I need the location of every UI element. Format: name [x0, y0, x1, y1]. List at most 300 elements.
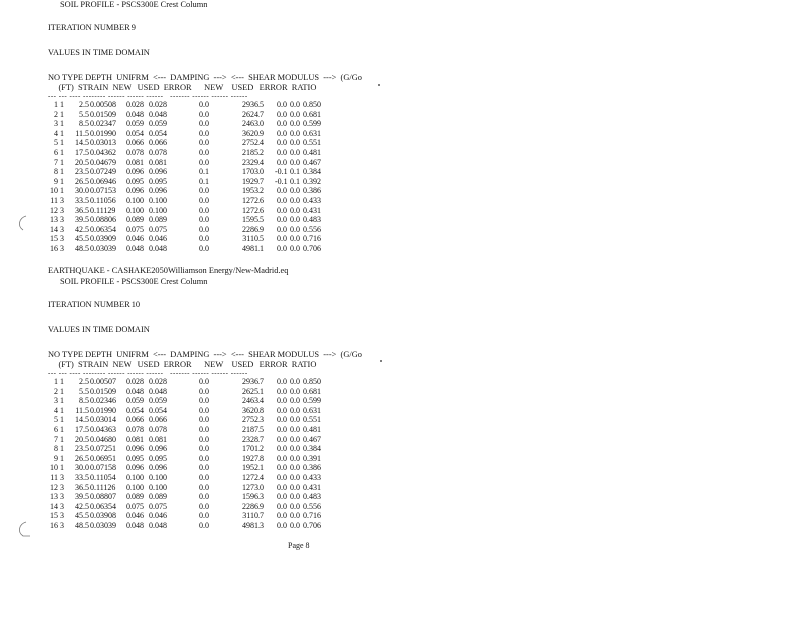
modulus-ratio-cell: 0.631 [303, 405, 321, 415]
modulus-ratio-cell: 0.706 [303, 520, 321, 530]
soil-type-cell: 3 [60, 243, 64, 253]
shear-modulus-used-cell: 0.0 [277, 415, 287, 425]
binder-hole-mark-icon [14, 520, 32, 538]
layer-number-cell: 1 [54, 100, 58, 109]
uniform-strain-cell: 0.08806 [90, 215, 116, 225]
modulus-ratio-cell: 0.551 [303, 138, 321, 148]
table-body [48, 378, 362, 532]
damping-new-cell: 0.046 [126, 511, 144, 521]
soil-type-cell: 1 [60, 386, 64, 396]
depth-ft-cell: 11.5 [75, 405, 89, 415]
damping-used-cell: 0.054 [149, 128, 167, 138]
damping-new-cell: 0.046 [126, 234, 144, 244]
damping-error-cell: 0.0 [199, 453, 209, 463]
shear-modulus-error-cell: 0.0 [290, 138, 300, 148]
uniform-strain-cell: 0.02347 [90, 119, 116, 129]
shear-modulus-used-cell: 0.0 [277, 453, 287, 463]
iteration-block-10 [48, 266, 362, 532]
profile-line: SOIL PROFILE - PSCS300E Crest Column [60, 0, 208, 9]
page-number: Page 8 [288, 541, 310, 550]
damping-error-cell: 0.0 [199, 100, 209, 109]
shear-modulus-used-cell: 0.0 [277, 396, 287, 406]
table-header-row-2: (FT) STRAIN NEW USED ERROR NEW USED ERROR RATIO [48, 83, 317, 92]
shear-modulus-new-cell: 1272.4 [242, 472, 264, 482]
modulus-ratio-cell: 0.431 [303, 205, 321, 215]
shear-modulus-error-cell: 0.0 [290, 119, 300, 129]
shear-modulus-error-cell: 0.0 [290, 377, 300, 386]
soil-type-cell: 1 [60, 167, 64, 177]
damping-new-cell: 0.054 [126, 405, 144, 415]
layer-number-cell: 5 [54, 415, 58, 425]
shear-modulus-used-cell: 0.0 [277, 138, 287, 148]
depth-ft-cell: 48.5 [75, 520, 89, 530]
modulus-ratio-cell: 0.706 [303, 243, 321, 253]
shear-modulus-used-cell: 0.0 [277, 234, 287, 244]
shear-modulus-used-cell: 0.0 [277, 424, 287, 434]
shear-modulus-used-cell: 0.0 [277, 501, 287, 511]
shear-modulus-new-cell: 2463.0 [242, 119, 264, 129]
shear-modulus-used-cell: 0.0 [277, 119, 287, 129]
damping-new-cell: 0.075 [126, 224, 144, 234]
soil-type-cell: 1 [60, 138, 64, 148]
shear-modulus-new-cell: 2625.1 [242, 386, 264, 396]
shear-modulus-new-cell: 1595.5 [242, 215, 264, 225]
iteration-heading: ITERATION NUMBER 10 [48, 300, 141, 309]
damping-new-cell: 0.100 [126, 472, 144, 482]
uniform-strain-cell: 0.11126 [90, 482, 116, 492]
damping-used-cell: 0.046 [149, 234, 167, 244]
table-row [48, 245, 362, 255]
damping-error-cell: 0.1 [199, 176, 209, 186]
damping-new-cell: 0.095 [126, 176, 144, 186]
shear-modulus-new-cell: 2752.3 [242, 415, 264, 425]
depth-ft-cell: 14.5 [75, 415, 89, 425]
layer-number-cell: 3 [54, 396, 58, 406]
damping-used-cell: 0.028 [149, 377, 167, 386]
damping-new-cell: 0.048 [126, 520, 144, 530]
shear-modulus-new-cell: 1703.0 [242, 167, 264, 177]
modulus-ratio-cell: 0.483 [303, 492, 321, 502]
soil-type-cell: 1 [60, 100, 64, 109]
shear-modulus-used-cell: 0.0 [277, 147, 287, 157]
damping-error-cell: 0.0 [199, 405, 209, 415]
uniform-strain-cell: 0.00508 [90, 100, 116, 109]
layer-number-cell: 7 [54, 434, 58, 444]
shear-modulus-new-cell: 1272.6 [242, 195, 264, 205]
depth-ft-cell: 30.0 [75, 463, 89, 473]
depth-ft-cell: 42.5 [75, 224, 89, 234]
shear-modulus-used-cell: 0.0 [277, 511, 287, 521]
modulus-ratio-cell: 0.483 [303, 215, 321, 225]
modulus-ratio-cell: 0.716 [303, 511, 321, 521]
shear-modulus-used-cell: -0.1 [275, 176, 288, 186]
damping-used-cell: 0.100 [149, 472, 167, 482]
shear-modulus-used-cell: 0.0 [277, 195, 287, 205]
soil-type-cell: 3 [60, 482, 64, 492]
damping-new-cell: 0.089 [126, 492, 144, 502]
modulus-ratio-cell: 0.391 [303, 453, 321, 463]
layer-number-cell: 8 [54, 167, 58, 177]
shear-modulus-error-cell: 0.0 [290, 520, 300, 530]
shear-modulus-error-cell: 0.0 [290, 243, 300, 253]
shear-modulus-new-cell: 3110.5 [242, 234, 264, 244]
uniform-strain-cell: 0.07153 [90, 186, 116, 196]
shear-modulus-new-cell: 4981.1 [242, 243, 264, 253]
damping-error-cell: 0.0 [199, 501, 209, 511]
layer-number-cell: 12 [50, 482, 58, 492]
profile-line: SOIL PROFILE - PSCS300E Crest Column [60, 277, 208, 286]
damping-used-cell: 0.048 [149, 243, 167, 253]
damping-error-cell: 0.0 [199, 138, 209, 148]
damping-error-cell: 0.0 [199, 415, 209, 425]
shear-modulus-error-cell: 0.0 [290, 100, 300, 109]
layer-number-cell: 5 [54, 138, 58, 148]
modulus-ratio-cell: 0.599 [303, 396, 321, 406]
soil-type-cell: 3 [60, 205, 64, 215]
damping-new-cell: 0.028 [126, 377, 144, 386]
layer-number-cell: 7 [54, 157, 58, 167]
damping-new-cell: 0.054 [126, 128, 144, 138]
damping-new-cell: 0.100 [126, 482, 144, 492]
soil-type-cell: 3 [60, 234, 64, 244]
modulus-ratio-cell: 0.556 [303, 224, 321, 234]
uniform-strain-cell: 0.07251 [90, 444, 116, 454]
damping-used-cell: 0.096 [149, 463, 167, 473]
damping-error-cell: 0.0 [199, 186, 209, 196]
damping-error-cell: 0.0 [199, 511, 209, 521]
soil-type-cell: 1 [60, 377, 64, 386]
shear-modulus-error-cell: 0.0 [290, 444, 300, 454]
damping-new-cell: 0.048 [126, 243, 144, 253]
uniform-strain-cell: 0.01990 [90, 128, 116, 138]
shear-modulus-error-cell: 0.0 [290, 234, 300, 244]
layer-number-cell: 3 [54, 119, 58, 129]
uniform-strain-cell: 0.03039 [90, 520, 116, 530]
soil-type-cell: 3 [60, 501, 64, 511]
layer-number-cell: 2 [54, 109, 58, 119]
depth-ft-cell: 2.5 [79, 377, 89, 386]
shear-modulus-used-cell: 0.0 [277, 492, 287, 502]
depth-ft-cell: 48.5 [75, 243, 89, 253]
shear-modulus-error-cell: 0.0 [290, 128, 300, 138]
damping-used-cell: 0.081 [149, 157, 167, 167]
shear-modulus-error-cell: 0.0 [290, 186, 300, 196]
shear-modulus-error-cell: 0.1 [290, 176, 300, 186]
damping-used-cell: 0.081 [149, 434, 167, 444]
layer-number-cell: 1 [54, 377, 58, 386]
shear-modulus-error-cell: 0.0 [290, 396, 300, 406]
values-title: VALUES IN TIME DOMAIN [48, 325, 150, 334]
soil-type-cell: 1 [60, 186, 64, 196]
table-header-row-1: NO TYPE DEPTH UNIFRM <--- DAMPING ---> <--- SHEAR MODULUS ---> (G/Go [48, 350, 362, 359]
modulus-ratio-cell: 0.386 [303, 186, 321, 196]
depth-ft-cell: 23.5 [75, 167, 89, 177]
shear-modulus-error-cell: 0.0 [290, 109, 300, 119]
soil-type-cell: 1 [60, 405, 64, 415]
depth-ft-cell: 39.5 [75, 215, 89, 225]
damping-used-cell: 0.048 [149, 386, 167, 396]
damping-error-cell: 0.0 [199, 147, 209, 157]
depth-ft-cell: 2.5 [79, 100, 89, 109]
shear-modulus-error-cell: 0.0 [290, 215, 300, 225]
modulus-ratio-cell: 0.384 [303, 167, 321, 177]
depth-ft-cell: 45.5 [75, 511, 89, 521]
damping-new-cell: 0.100 [126, 205, 144, 215]
shear-modulus-error-cell: 0.0 [290, 472, 300, 482]
table-header-rule: --- --- ---- -------- ------ ------ ------ ------- ------ ------ ------ [48, 369, 248, 377]
shear-modulus-new-cell: 2187.5 [242, 424, 264, 434]
damping-used-cell: 0.028 [149, 100, 167, 109]
values-title: VALUES IN TIME DOMAIN [48, 48, 150, 57]
damping-used-cell: 0.075 [149, 501, 167, 511]
modulus-ratio-cell: 0.850 [303, 100, 321, 109]
damping-new-cell: 0.089 [126, 215, 144, 225]
shear-modulus-new-cell: 2286.9 [242, 224, 264, 234]
modulus-ratio-cell: 0.467 [303, 434, 321, 444]
depth-ft-cell: 26.5 [75, 176, 89, 186]
shear-modulus-new-cell: 1929.7 [242, 176, 264, 186]
layer-number-cell: 10 [50, 186, 58, 196]
uniform-strain-cell: 0.04363 [90, 424, 116, 434]
table-row [48, 522, 362, 532]
depth-ft-cell: 8.5 [79, 119, 89, 129]
soil-type-cell: 3 [60, 215, 64, 225]
damping-error-cell: 0.0 [199, 157, 209, 167]
damping-used-cell: 0.048 [149, 520, 167, 530]
table-header-row-1: NO TYPE DEPTH UNIFRM <--- DAMPING ---> <--- SHEAR MODULUS ---> (G/Go [48, 73, 362, 82]
depth-ft-cell: 42.5 [75, 501, 89, 511]
shear-modulus-error-cell: 0.1 [290, 167, 300, 177]
layer-number-cell: 13 [50, 215, 58, 225]
uniform-strain-cell: 0.03909 [90, 234, 116, 244]
soil-type-cell: 3 [60, 520, 64, 530]
damping-new-cell: 0.096 [126, 463, 144, 473]
layer-number-cell: 6 [54, 147, 58, 157]
modulus-ratio-cell: 0.481 [303, 147, 321, 157]
shear-modulus-new-cell: 3620.9 [242, 128, 264, 138]
damping-error-cell: 0.0 [199, 444, 209, 454]
uniform-strain-cell: 0.03014 [90, 415, 116, 425]
damping-new-cell: 0.081 [126, 434, 144, 444]
modulus-ratio-cell: 0.431 [303, 482, 321, 492]
damping-used-cell: 0.095 [149, 453, 167, 463]
damping-used-cell: 0.054 [149, 405, 167, 415]
shear-modulus-used-cell: 0.0 [277, 386, 287, 396]
damping-used-cell: 0.096 [149, 444, 167, 454]
table-header-row-2: (FT) STRAIN NEW USED ERROR NEW USED ERROR RATIO [48, 360, 317, 369]
damping-error-cell: 0.0 [199, 205, 209, 215]
iteration-block-9 [48, 0, 362, 255]
shear-modulus-error-cell: 0.0 [290, 453, 300, 463]
shear-modulus-used-cell: 0.0 [277, 243, 287, 253]
shear-modulus-used-cell: 0.0 [277, 405, 287, 415]
shear-modulus-error-cell: 0.0 [290, 424, 300, 434]
scan-speck [378, 84, 380, 86]
depth-ft-cell: 45.5 [75, 234, 89, 244]
depth-ft-cell: 8.5 [79, 396, 89, 406]
uniform-strain-cell: 0.11054 [90, 472, 116, 482]
layer-number-cell: 9 [54, 176, 58, 186]
shear-modulus-error-cell: 0.0 [290, 147, 300, 157]
shear-modulus-new-cell: 1596.3 [242, 492, 264, 502]
damping-new-cell: 0.048 [126, 109, 144, 119]
depth-ft-cell: 33.5 [75, 195, 89, 205]
shear-modulus-error-cell: 0.0 [290, 492, 300, 502]
modulus-ratio-cell: 0.850 [303, 377, 321, 386]
damping-new-cell: 0.028 [126, 100, 144, 109]
layer-number-cell: 10 [50, 463, 58, 473]
damping-new-cell: 0.059 [126, 119, 144, 129]
shear-modulus-used-cell: 0.0 [277, 128, 287, 138]
shear-modulus-new-cell: 1953.2 [242, 186, 264, 196]
soil-type-cell: 1 [60, 463, 64, 473]
layer-number-cell: 13 [50, 492, 58, 502]
damping-new-cell: 0.066 [126, 138, 144, 148]
layer-number-cell: 14 [50, 224, 58, 234]
depth-ft-cell: 17.5 [75, 424, 89, 434]
depth-ft-cell: 11.5 [75, 128, 89, 138]
shear-modulus-new-cell: 1927.8 [242, 453, 264, 463]
layer-number-cell: 11 [50, 472, 58, 482]
uniform-strain-cell: 0.03908 [90, 511, 116, 521]
layer-number-cell: 16 [50, 243, 58, 253]
uniform-strain-cell: 0.01509 [90, 109, 116, 119]
depth-ft-cell: 23.5 [75, 444, 89, 454]
shear-modulus-error-cell: 0.0 [290, 501, 300, 511]
shear-modulus-error-cell: 0.0 [290, 434, 300, 444]
uniform-strain-cell: 0.01509 [90, 386, 116, 396]
shear-modulus-used-cell: 0.0 [277, 377, 287, 386]
shear-modulus-error-cell: 0.0 [290, 157, 300, 167]
damping-used-cell: 0.066 [149, 138, 167, 148]
shear-modulus-new-cell: 1273.0 [242, 482, 264, 492]
damping-used-cell: 0.048 [149, 109, 167, 119]
shear-modulus-error-cell: 0.0 [290, 195, 300, 205]
soil-type-cell: 1 [60, 396, 64, 406]
shear-modulus-used-cell: 0.0 [277, 472, 287, 482]
uniform-strain-cell: 0.02346 [90, 396, 116, 406]
damping-error-cell: 0.0 [199, 424, 209, 434]
damping-used-cell: 0.089 [149, 215, 167, 225]
shear-modulus-new-cell: 2185.2 [242, 147, 264, 157]
soil-type-cell: 1 [60, 444, 64, 454]
damping-error-cell: 0.0 [199, 482, 209, 492]
shear-modulus-error-cell: 0.0 [290, 482, 300, 492]
depth-ft-cell: 5.5 [79, 109, 89, 119]
shear-modulus-used-cell: 0.0 [277, 482, 287, 492]
shear-modulus-used-cell: 0.0 [277, 205, 287, 215]
uniform-strain-cell: 0.03039 [90, 243, 116, 253]
shear-modulus-used-cell: 0.0 [277, 444, 287, 454]
uniform-strain-cell: 0.04362 [90, 147, 116, 157]
shear-modulus-error-cell: 0.0 [290, 405, 300, 415]
damping-new-cell: 0.096 [126, 167, 144, 177]
uniform-strain-cell: 0.08807 [90, 492, 116, 502]
soil-type-cell: 1 [60, 119, 64, 129]
shear-modulus-used-cell: 0.0 [277, 224, 287, 234]
iteration-heading: ITERATION NUMBER 9 [48, 23, 136, 32]
soil-type-cell: 1 [60, 128, 64, 138]
shear-modulus-new-cell: 2624.7 [242, 109, 264, 119]
damping-used-cell: 0.078 [149, 147, 167, 157]
uniform-strain-cell: 0.11129 [90, 205, 116, 215]
damping-error-cell: 0.0 [199, 195, 209, 205]
scan-speck [380, 360, 382, 362]
shear-modulus-error-cell: 0.0 [290, 205, 300, 215]
depth-ft-cell: 36.5 [75, 205, 89, 215]
damping-error-cell: 0.0 [199, 434, 209, 444]
shear-modulus-new-cell: 2329.4 [242, 157, 264, 167]
damping-new-cell: 0.096 [126, 444, 144, 454]
shear-modulus-new-cell: 2752.4 [242, 138, 264, 148]
shear-modulus-error-cell: 0.0 [290, 386, 300, 396]
soil-type-cell: 1 [60, 157, 64, 167]
uniform-strain-cell: 0.11056 [90, 195, 116, 205]
depth-ft-cell: 14.5 [75, 138, 89, 148]
shear-modulus-used-cell: 0.0 [277, 186, 287, 196]
layer-number-cell: 15 [50, 511, 58, 521]
modulus-ratio-cell: 0.467 [303, 157, 321, 167]
damping-used-cell: 0.095 [149, 176, 167, 186]
damping-new-cell: 0.096 [126, 186, 144, 196]
damping-error-cell: 0.0 [199, 215, 209, 225]
uniform-strain-cell: 0.06951 [90, 453, 116, 463]
damping-error-cell: 0.0 [199, 377, 209, 386]
modulus-ratio-cell: 0.433 [303, 195, 321, 205]
damping-error-cell: 0.0 [199, 224, 209, 234]
shear-modulus-error-cell: 0.0 [290, 511, 300, 521]
damping-used-cell: 0.100 [149, 205, 167, 215]
damping-used-cell: 0.100 [149, 482, 167, 492]
modulus-ratio-cell: 0.681 [303, 109, 321, 119]
damping-error-cell: 0.0 [199, 472, 209, 482]
layer-number-cell: 15 [50, 234, 58, 244]
layer-number-cell: 2 [54, 386, 58, 396]
damping-used-cell: 0.059 [149, 396, 167, 406]
depth-ft-cell: 5.5 [79, 386, 89, 396]
table-header-rule: --- --- ---- -------- ------ ------ ------ ------- ------ ------ ------ [48, 92, 248, 100]
damping-used-cell: 0.096 [149, 167, 167, 177]
soil-type-cell: 3 [60, 511, 64, 521]
table-body [48, 101, 362, 255]
modulus-ratio-cell: 0.716 [303, 234, 321, 244]
damping-new-cell: 0.100 [126, 195, 144, 205]
shear-modulus-new-cell: 2936.7 [242, 377, 264, 386]
shear-modulus-used-cell: 0.0 [277, 434, 287, 444]
depth-ft-cell: 20.5 [75, 434, 89, 444]
modulus-ratio-cell: 0.384 [303, 444, 321, 454]
modulus-ratio-cell: 0.551 [303, 415, 321, 425]
damping-error-cell: 0.0 [199, 463, 209, 473]
damping-error-cell: 0.1 [199, 167, 209, 177]
depth-ft-cell: 33.5 [75, 472, 89, 482]
damping-new-cell: 0.059 [126, 396, 144, 406]
soil-type-cell: 3 [60, 224, 64, 234]
soil-type-cell: 1 [60, 109, 64, 119]
layer-number-cell: 4 [54, 128, 58, 138]
damping-used-cell: 0.096 [149, 186, 167, 196]
soil-type-cell: 1 [60, 424, 64, 434]
damping-error-cell: 0.0 [199, 243, 209, 253]
layer-number-cell: 16 [50, 520, 58, 530]
layer-number-cell: 4 [54, 405, 58, 415]
damping-error-cell: 0.0 [199, 234, 209, 244]
uniform-strain-cell: 0.07249 [90, 167, 116, 177]
damping-new-cell: 0.075 [126, 501, 144, 511]
damping-error-cell: 0.0 [199, 520, 209, 530]
damping-new-cell: 0.078 [126, 424, 144, 434]
shear-modulus-new-cell: 1272.6 [242, 205, 264, 215]
